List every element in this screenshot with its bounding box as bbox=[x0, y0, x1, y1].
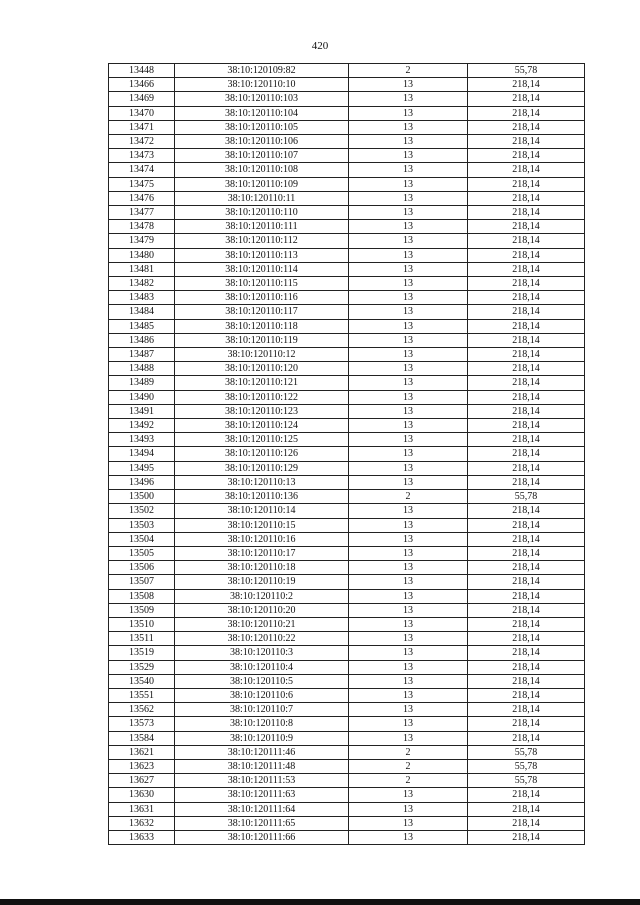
table-row bbox=[109, 291, 585, 305]
count-cell: 13 bbox=[349, 632, 468, 646]
cadastral-number-cell: 38:10:120110:118 bbox=[175, 319, 349, 333]
row-number-cell: 13487 bbox=[109, 348, 175, 362]
row-number-cell: 13477 bbox=[109, 206, 175, 220]
table-row bbox=[109, 262, 585, 276]
row-number-cell: 13508 bbox=[109, 589, 175, 603]
row-number-cell: 13503 bbox=[109, 518, 175, 532]
count-cell: 13 bbox=[349, 589, 468, 603]
count-cell: 13 bbox=[349, 333, 468, 347]
row-number-cell: 13475 bbox=[109, 177, 175, 191]
row-number-cell: 13480 bbox=[109, 248, 175, 262]
row-number-cell: 13486 bbox=[109, 333, 175, 347]
amount-cell: 218,14 bbox=[468, 106, 585, 120]
cadastral-number-cell: 38:10:120110:21 bbox=[175, 617, 349, 631]
amount-cell: 218,14 bbox=[468, 504, 585, 518]
cadastral-number-cell: 38:10:120110:104 bbox=[175, 106, 349, 120]
amount-cell: 55,78 bbox=[468, 774, 585, 788]
count-cell: 13 bbox=[349, 120, 468, 134]
count-cell: 13 bbox=[349, 447, 468, 461]
cadastral-number-cell: 38:10:120110:9 bbox=[175, 731, 349, 745]
count-cell: 13 bbox=[349, 362, 468, 376]
count-cell: 13 bbox=[349, 248, 468, 262]
count-cell: 13 bbox=[349, 262, 468, 276]
count-cell: 13 bbox=[349, 305, 468, 319]
table-row bbox=[109, 759, 585, 773]
cadastral-number-cell: 38:10:120110:17 bbox=[175, 546, 349, 560]
cadastral-number-cell: 38:10:120110:12 bbox=[175, 348, 349, 362]
amount-cell: 218,14 bbox=[468, 362, 585, 376]
amount-cell: 218,14 bbox=[468, 390, 585, 404]
amount-cell: 218,14 bbox=[468, 234, 585, 248]
row-number-cell: 13630 bbox=[109, 788, 175, 802]
row-number-cell: 13509 bbox=[109, 603, 175, 617]
cadastral-number-cell: 38:10:120111:53 bbox=[175, 774, 349, 788]
amount-cell: 218,14 bbox=[468, 291, 585, 305]
count-cell: 13 bbox=[349, 816, 468, 830]
amount-cell: 218,14 bbox=[468, 603, 585, 617]
table-row bbox=[109, 518, 585, 532]
table-row bbox=[109, 92, 585, 106]
table-row bbox=[109, 490, 585, 504]
cadastral-number-cell: 38:10:120110:126 bbox=[175, 447, 349, 461]
count-cell: 13 bbox=[349, 177, 468, 191]
table-row bbox=[109, 660, 585, 674]
count-cell: 13 bbox=[349, 376, 468, 390]
row-number-cell: 13496 bbox=[109, 475, 175, 489]
count-cell: 13 bbox=[349, 475, 468, 489]
amount-cell: 218,14 bbox=[468, 78, 585, 92]
count-cell: 13 bbox=[349, 277, 468, 291]
row-number-cell: 13488 bbox=[109, 362, 175, 376]
row-number-cell: 13505 bbox=[109, 546, 175, 560]
cadastral-number-cell: 38:10:120110:136 bbox=[175, 490, 349, 504]
cadastral-number-cell: 38:10:120110:13 bbox=[175, 475, 349, 489]
row-number-cell: 13470 bbox=[109, 106, 175, 120]
row-number-cell: 13491 bbox=[109, 404, 175, 418]
count-cell: 13 bbox=[349, 575, 468, 589]
row-number-cell: 13540 bbox=[109, 674, 175, 688]
cadastral-number-cell: 38:10:120110:19 bbox=[175, 575, 349, 589]
amount-cell: 218,14 bbox=[468, 646, 585, 660]
amount-cell: 218,14 bbox=[468, 277, 585, 291]
amount-cell: 218,14 bbox=[468, 206, 585, 220]
row-number-cell: 13473 bbox=[109, 149, 175, 163]
row-number-cell: 13479 bbox=[109, 234, 175, 248]
cadastral-number-cell: 38:10:120110:124 bbox=[175, 419, 349, 433]
row-number-cell: 13481 bbox=[109, 262, 175, 276]
amount-cell: 218,14 bbox=[468, 163, 585, 177]
count-cell: 2 bbox=[349, 64, 468, 78]
amount-cell: 218,14 bbox=[468, 262, 585, 276]
count-cell: 13 bbox=[349, 319, 468, 333]
amount-cell: 218,14 bbox=[468, 348, 585, 362]
amount-cell: 218,14 bbox=[468, 149, 585, 163]
table-row bbox=[109, 731, 585, 745]
cadastral-number-cell: 38:10:120110:4 bbox=[175, 660, 349, 674]
row-number-cell: 13471 bbox=[109, 120, 175, 134]
row-number-cell: 13472 bbox=[109, 135, 175, 149]
count-cell: 13 bbox=[349, 390, 468, 404]
cadastral-number-cell: 38:10:120110:16 bbox=[175, 532, 349, 546]
table-row bbox=[109, 688, 585, 702]
cadastral-number-cell: 38:10:120110:5 bbox=[175, 674, 349, 688]
row-number-cell: 13469 bbox=[109, 92, 175, 106]
table-row bbox=[109, 603, 585, 617]
count-cell: 13 bbox=[349, 646, 468, 660]
count-cell: 13 bbox=[349, 419, 468, 433]
cadastral-number-cell: 38:10:120110:122 bbox=[175, 390, 349, 404]
cadastral-number-cell: 38:10:120110:117 bbox=[175, 305, 349, 319]
table-row bbox=[109, 816, 585, 830]
row-number-cell: 13490 bbox=[109, 390, 175, 404]
amount-cell: 55,78 bbox=[468, 490, 585, 504]
cadastral-number-cell: 38:10:120110:123 bbox=[175, 404, 349, 418]
amount-cell: 218,14 bbox=[468, 518, 585, 532]
row-number-cell: 13493 bbox=[109, 433, 175, 447]
row-number-cell: 13476 bbox=[109, 191, 175, 205]
table-row bbox=[109, 404, 585, 418]
amount-cell: 218,14 bbox=[468, 731, 585, 745]
row-number-cell: 13494 bbox=[109, 447, 175, 461]
count-cell: 13 bbox=[349, 461, 468, 475]
amount-cell: 218,14 bbox=[468, 674, 585, 688]
row-number-cell: 13482 bbox=[109, 277, 175, 291]
count-cell: 13 bbox=[349, 149, 468, 163]
table-row bbox=[109, 64, 585, 78]
amount-cell: 218,14 bbox=[468, 135, 585, 149]
amount-cell: 218,14 bbox=[468, 404, 585, 418]
table-row bbox=[109, 617, 585, 631]
cadastral-number-cell: 38:10:120110:18 bbox=[175, 561, 349, 575]
count-cell: 13 bbox=[349, 518, 468, 532]
count-cell: 13 bbox=[349, 234, 468, 248]
amount-cell: 218,14 bbox=[468, 788, 585, 802]
table-row bbox=[109, 191, 585, 205]
amount-cell: 218,14 bbox=[468, 319, 585, 333]
amount-cell: 218,14 bbox=[468, 92, 585, 106]
row-number-cell: 13633 bbox=[109, 830, 175, 844]
cadastral-number-cell: 38:10:120110:112 bbox=[175, 234, 349, 248]
count-cell: 13 bbox=[349, 206, 468, 220]
row-number-cell: 13448 bbox=[109, 64, 175, 78]
count-cell: 13 bbox=[349, 532, 468, 546]
table-row bbox=[109, 788, 585, 802]
count-cell: 2 bbox=[349, 774, 468, 788]
row-number-cell: 13489 bbox=[109, 376, 175, 390]
table-row bbox=[109, 461, 585, 475]
row-number-cell: 13507 bbox=[109, 575, 175, 589]
amount-cell: 218,14 bbox=[468, 305, 585, 319]
table-row bbox=[109, 532, 585, 546]
count-cell: 13 bbox=[349, 688, 468, 702]
count-cell: 2 bbox=[349, 490, 468, 504]
row-number-cell: 13584 bbox=[109, 731, 175, 745]
amount-cell: 218,14 bbox=[468, 475, 585, 489]
row-number-cell: 13551 bbox=[109, 688, 175, 702]
cadastral-number-cell: 38:10:120110:106 bbox=[175, 135, 349, 149]
count-cell: 13 bbox=[349, 546, 468, 560]
table-row bbox=[109, 745, 585, 759]
count-cell: 13 bbox=[349, 561, 468, 575]
count-cell: 13 bbox=[349, 135, 468, 149]
cadastral-number-cell: 38:10:120110:115 bbox=[175, 277, 349, 291]
count-cell: 13 bbox=[349, 220, 468, 234]
row-number-cell: 13510 bbox=[109, 617, 175, 631]
row-number-cell: 13478 bbox=[109, 220, 175, 234]
count-cell: 13 bbox=[349, 674, 468, 688]
cadastral-number-cell: 38:10:120111:66 bbox=[175, 830, 349, 844]
page-number: 420 bbox=[311, 40, 329, 52]
cadastral-number-cell: 38:10:120110:20 bbox=[175, 603, 349, 617]
amount-cell: 218,14 bbox=[468, 248, 585, 262]
row-number-cell: 13502 bbox=[109, 504, 175, 518]
amount-cell: 218,14 bbox=[468, 532, 585, 546]
cadastral-number-cell: 38:10:120111:64 bbox=[175, 802, 349, 816]
scan-bottom-edge bbox=[0, 899, 640, 905]
table-row bbox=[109, 163, 585, 177]
table-row bbox=[109, 646, 585, 660]
row-number-cell: 13492 bbox=[109, 419, 175, 433]
amount-cell: 218,14 bbox=[468, 688, 585, 702]
table-row bbox=[109, 561, 585, 575]
table-row bbox=[109, 703, 585, 717]
cadastral-number-cell: 38:10:120111:46 bbox=[175, 745, 349, 759]
amount-cell: 218,14 bbox=[468, 802, 585, 816]
table-row bbox=[109, 220, 585, 234]
amount-cell: 218,14 bbox=[468, 447, 585, 461]
count-cell: 13 bbox=[349, 291, 468, 305]
cadastral-number-cell: 38:10:120110:103 bbox=[175, 92, 349, 106]
row-number-cell: 13623 bbox=[109, 759, 175, 773]
count-cell: 13 bbox=[349, 830, 468, 844]
amount-cell: 218,14 bbox=[468, 177, 585, 191]
cadastral-number-cell: 38:10:120110:120 bbox=[175, 362, 349, 376]
table-row bbox=[109, 348, 585, 362]
row-number-cell: 13474 bbox=[109, 163, 175, 177]
row-number-cell: 13529 bbox=[109, 660, 175, 674]
row-number-cell: 13631 bbox=[109, 802, 175, 816]
amount-cell: 55,78 bbox=[468, 64, 585, 78]
table-row bbox=[109, 390, 585, 404]
table-row bbox=[109, 589, 585, 603]
count-cell: 13 bbox=[349, 802, 468, 816]
table-row bbox=[109, 277, 585, 291]
cadastral-number-cell: 38:10:120110:107 bbox=[175, 149, 349, 163]
amount-cell: 218,14 bbox=[468, 617, 585, 631]
cadastral-number-cell: 38:10:120110:110 bbox=[175, 206, 349, 220]
count-cell: 13 bbox=[349, 731, 468, 745]
table-row bbox=[109, 120, 585, 134]
count-cell: 13 bbox=[349, 348, 468, 362]
cadastral-number-cell: 38:10:120109:82 bbox=[175, 64, 349, 78]
cadastral-number-cell: 38:10:120110:8 bbox=[175, 717, 349, 731]
cadastral-number-cell: 38:10:120110:129 bbox=[175, 461, 349, 475]
row-number-cell: 13485 bbox=[109, 319, 175, 333]
registry-table-body bbox=[109, 64, 585, 845]
count-cell: 2 bbox=[349, 745, 468, 759]
table-row bbox=[109, 504, 585, 518]
cadastral-number-cell: 38:10:120110:6 bbox=[175, 688, 349, 702]
table-row bbox=[109, 177, 585, 191]
row-number-cell: 13621 bbox=[109, 745, 175, 759]
count-cell: 13 bbox=[349, 617, 468, 631]
count-cell: 2 bbox=[349, 759, 468, 773]
amount-cell: 218,14 bbox=[468, 703, 585, 717]
amount-cell: 55,78 bbox=[468, 759, 585, 773]
table-row bbox=[109, 206, 585, 220]
table-row bbox=[109, 234, 585, 248]
row-number-cell: 13483 bbox=[109, 291, 175, 305]
count-cell: 13 bbox=[349, 717, 468, 731]
cadastral-number-cell: 38:10:120110:105 bbox=[175, 120, 349, 134]
cadastral-number-cell: 38:10:120111:65 bbox=[175, 816, 349, 830]
count-cell: 13 bbox=[349, 660, 468, 674]
row-number-cell: 13484 bbox=[109, 305, 175, 319]
amount-cell: 218,14 bbox=[468, 546, 585, 560]
amount-cell: 218,14 bbox=[468, 561, 585, 575]
table-row bbox=[109, 305, 585, 319]
amount-cell: 218,14 bbox=[468, 660, 585, 674]
amount-cell: 218,14 bbox=[468, 220, 585, 234]
cadastral-number-cell: 38:10:120110:14 bbox=[175, 504, 349, 518]
cadastral-number-cell: 38:10:120110:7 bbox=[175, 703, 349, 717]
cadastral-number-cell: 38:10:120110:113 bbox=[175, 248, 349, 262]
table-row bbox=[109, 546, 585, 560]
table-row bbox=[109, 106, 585, 120]
cadastral-number-cell: 38:10:120110:125 bbox=[175, 433, 349, 447]
table-row bbox=[109, 774, 585, 788]
row-number-cell: 13519 bbox=[109, 646, 175, 660]
amount-cell: 218,14 bbox=[468, 632, 585, 646]
row-number-cell: 13511 bbox=[109, 632, 175, 646]
amount-cell: 218,14 bbox=[468, 461, 585, 475]
amount-cell: 218,14 bbox=[468, 575, 585, 589]
cadastral-number-cell: 38:10:120110:11 bbox=[175, 191, 349, 205]
cadastral-number-cell: 38:10:120110:119 bbox=[175, 333, 349, 347]
amount-cell: 218,14 bbox=[468, 333, 585, 347]
table-row bbox=[109, 362, 585, 376]
amount-cell: 218,14 bbox=[468, 120, 585, 134]
cadastral-number-cell: 38:10:120110:22 bbox=[175, 632, 349, 646]
cadastral-number-cell: 38:10:120110:116 bbox=[175, 291, 349, 305]
registry-table bbox=[108, 63, 585, 845]
table-row bbox=[109, 575, 585, 589]
cadastral-number-cell: 38:10:120110:15 bbox=[175, 518, 349, 532]
table-row bbox=[109, 78, 585, 92]
row-number-cell: 13504 bbox=[109, 532, 175, 546]
cadastral-number-cell: 38:10:120110:111 bbox=[175, 220, 349, 234]
table-row bbox=[109, 419, 585, 433]
table-row bbox=[109, 248, 585, 262]
cadastral-number-cell: 38:10:120110:114 bbox=[175, 262, 349, 276]
count-cell: 13 bbox=[349, 603, 468, 617]
count-cell: 13 bbox=[349, 163, 468, 177]
count-cell: 13 bbox=[349, 191, 468, 205]
count-cell: 13 bbox=[349, 404, 468, 418]
count-cell: 13 bbox=[349, 92, 468, 106]
table-row bbox=[109, 717, 585, 731]
count-cell: 13 bbox=[349, 504, 468, 518]
amount-cell: 218,14 bbox=[468, 191, 585, 205]
table-row bbox=[109, 447, 585, 461]
row-number-cell: 13495 bbox=[109, 461, 175, 475]
amount-cell: 218,14 bbox=[468, 816, 585, 830]
cadastral-number-cell: 38:10:120111:63 bbox=[175, 788, 349, 802]
amount-cell: 218,14 bbox=[468, 830, 585, 844]
table-row bbox=[109, 802, 585, 816]
table-row bbox=[109, 135, 585, 149]
table-row bbox=[109, 376, 585, 390]
amount-cell: 218,14 bbox=[468, 419, 585, 433]
row-number-cell: 13506 bbox=[109, 561, 175, 575]
table-row bbox=[109, 319, 585, 333]
table-row bbox=[109, 632, 585, 646]
amount-cell: 218,14 bbox=[468, 589, 585, 603]
amount-cell: 218,14 bbox=[468, 376, 585, 390]
table-row bbox=[109, 433, 585, 447]
amount-cell: 218,14 bbox=[468, 717, 585, 731]
row-number-cell: 13466 bbox=[109, 78, 175, 92]
row-number-cell: 13632 bbox=[109, 816, 175, 830]
table-row bbox=[109, 475, 585, 489]
row-number-cell: 13562 bbox=[109, 703, 175, 717]
count-cell: 13 bbox=[349, 703, 468, 717]
table-row bbox=[109, 333, 585, 347]
cadastral-number-cell: 38:10:120110:109 bbox=[175, 177, 349, 191]
count-cell: 13 bbox=[349, 106, 468, 120]
row-number-cell: 13627 bbox=[109, 774, 175, 788]
table-row bbox=[109, 149, 585, 163]
cadastral-number-cell: 38:10:120110:3 bbox=[175, 646, 349, 660]
count-cell: 13 bbox=[349, 433, 468, 447]
cadastral-number-cell: 38:10:120110:2 bbox=[175, 589, 349, 603]
cadastral-number-cell: 38:10:120111:48 bbox=[175, 759, 349, 773]
cadastral-number-cell: 38:10:120110:121 bbox=[175, 376, 349, 390]
cadastral-number-cell: 38:10:120110:10 bbox=[175, 78, 349, 92]
table-row bbox=[109, 674, 585, 688]
row-number-cell: 13500 bbox=[109, 490, 175, 504]
table-row bbox=[109, 830, 585, 844]
count-cell: 13 bbox=[349, 78, 468, 92]
count-cell: 13 bbox=[349, 788, 468, 802]
cadastral-number-cell: 38:10:120110:108 bbox=[175, 163, 349, 177]
amount-cell: 218,14 bbox=[468, 433, 585, 447]
row-number-cell: 13573 bbox=[109, 717, 175, 731]
amount-cell: 55,78 bbox=[468, 745, 585, 759]
